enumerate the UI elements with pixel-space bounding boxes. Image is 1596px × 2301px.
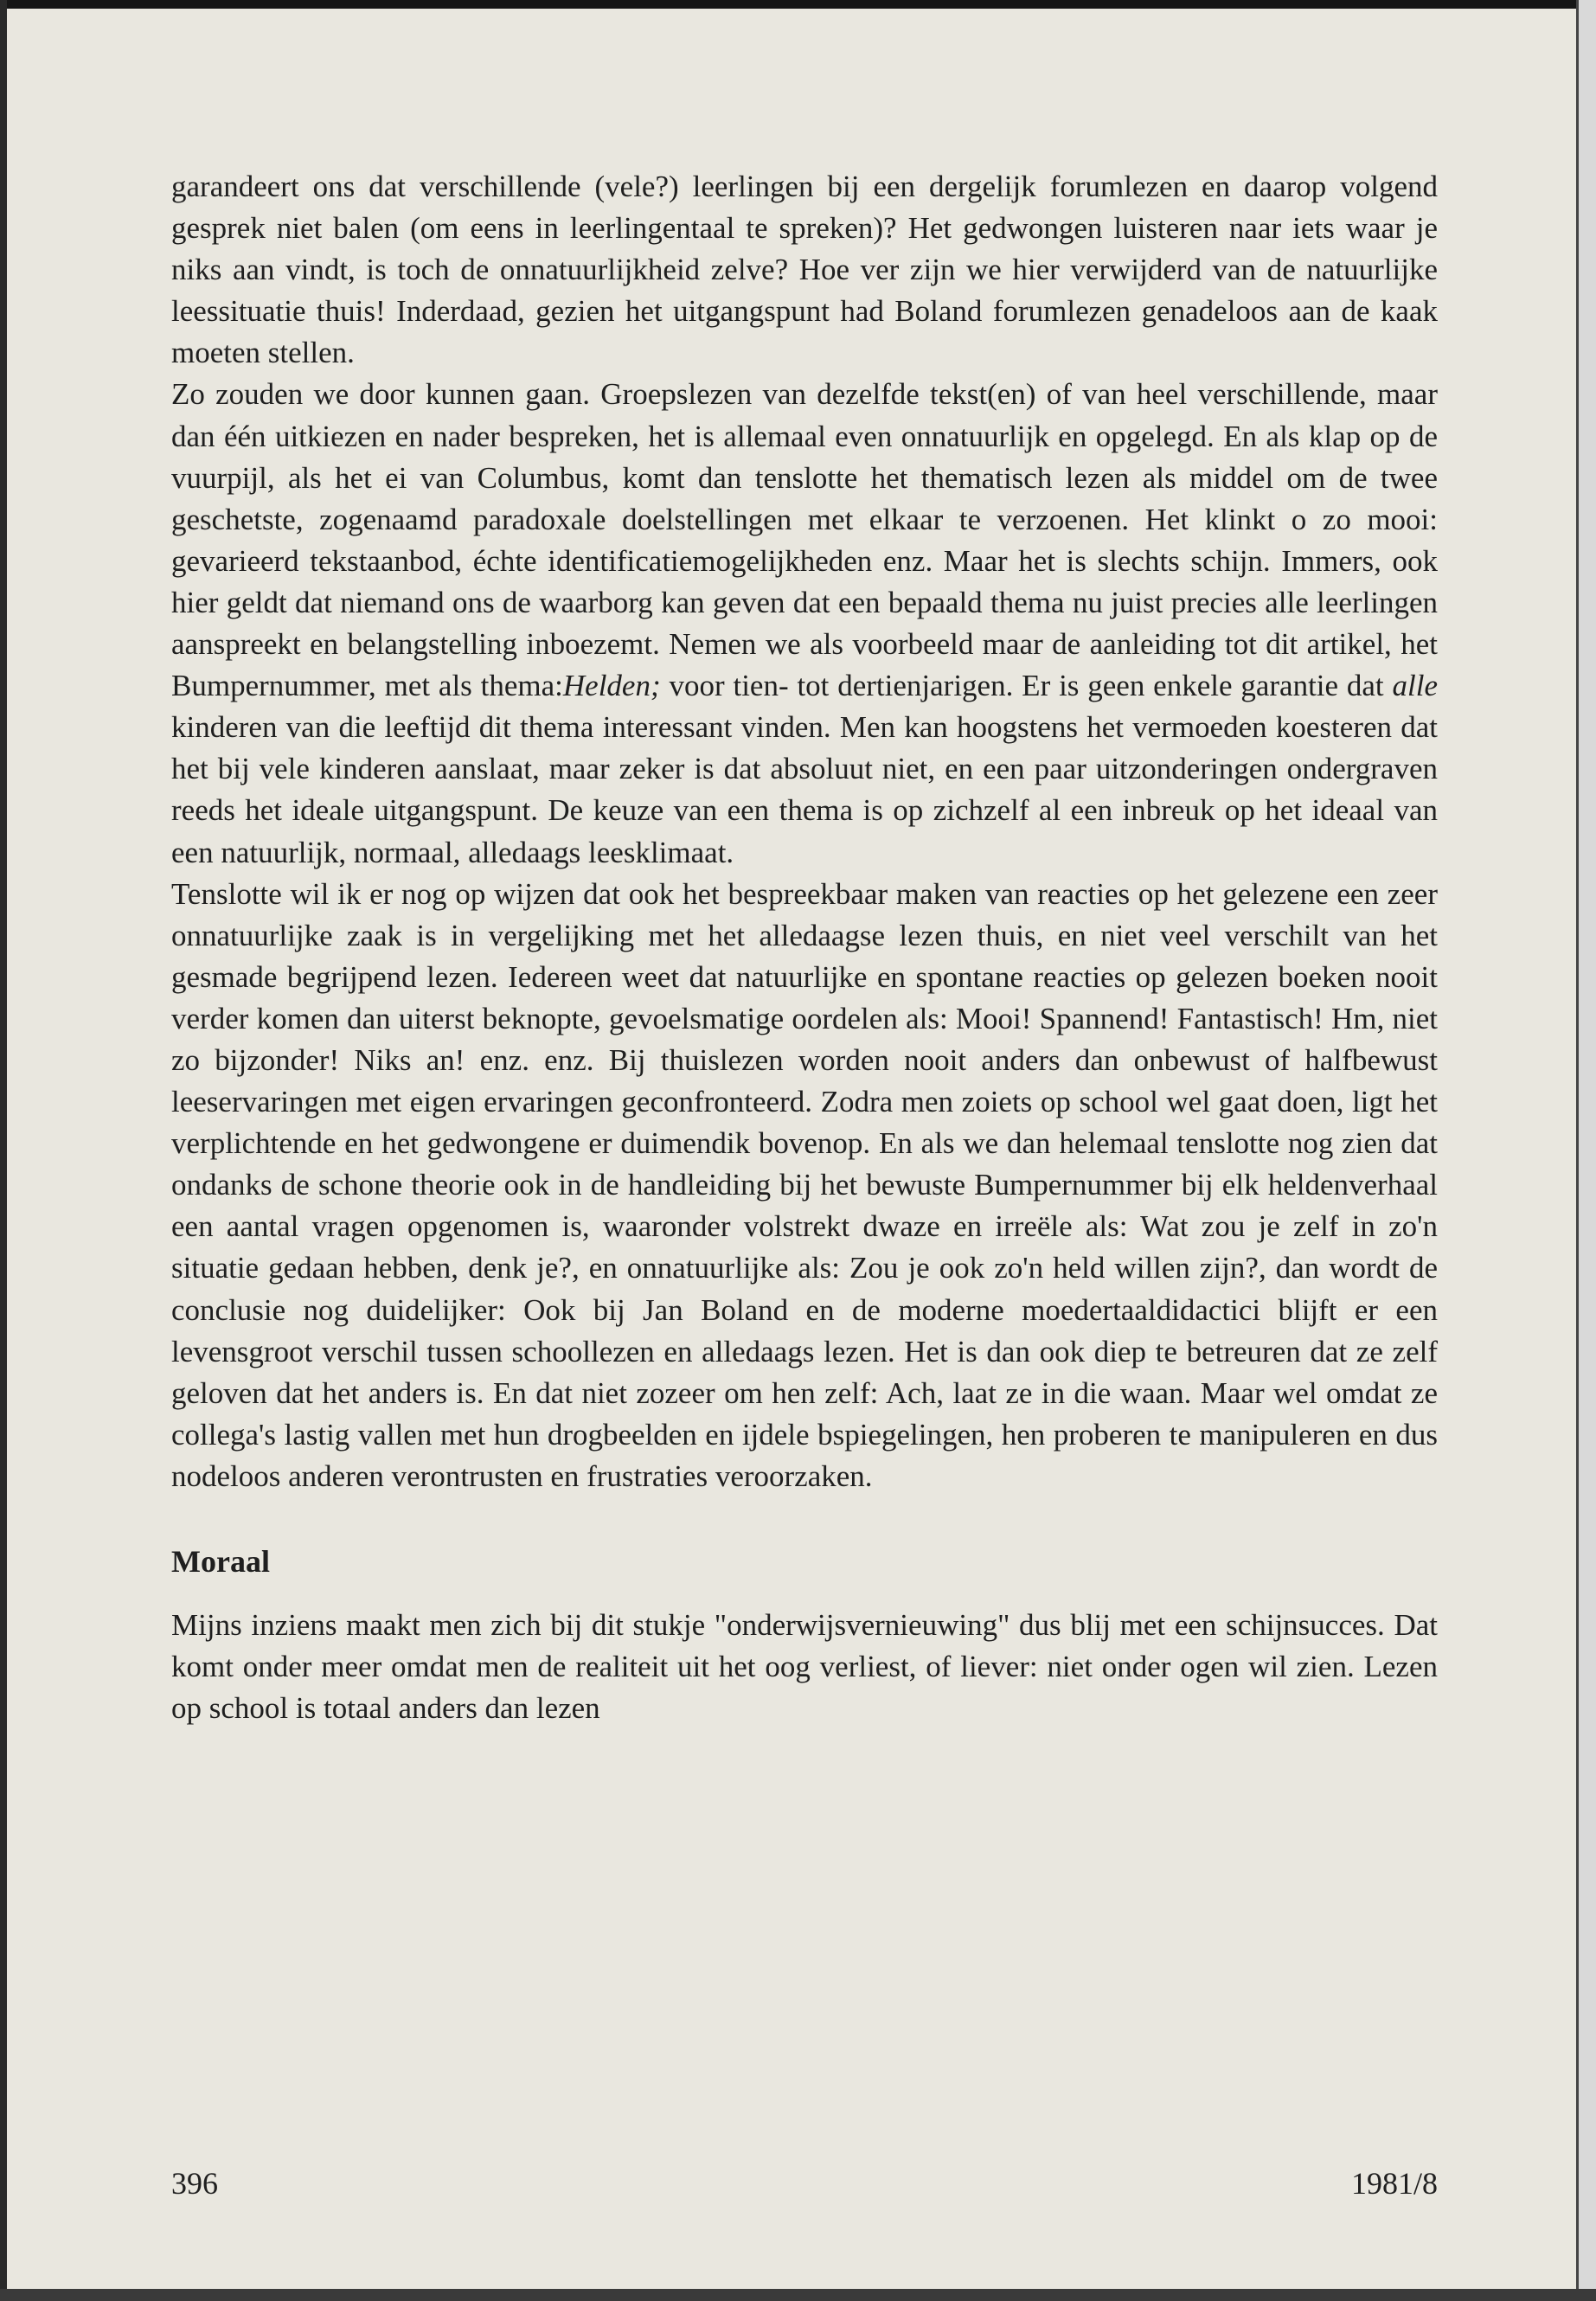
paragraph-2: [171, 374, 1438, 873]
page-body: [171, 166, 1438, 1729]
scan-border-left: [0, 0, 7, 2301]
issue-number: 1981/8: [1350, 2166, 1438, 2201]
paragraph-2-emphasis-helden: Helden;: [562, 669, 661, 703]
scan-border-right: [1576, 0, 1596, 2301]
paragraph-2-text-a: Zo zouden we door kunnen gaan. Groepslezen van dezelfde tekst(en) of van heel verschillende, maar dan één uitkiezen en nader bespreken, het is allemaal even onnatuurlijk en opgelegd. En als klap op de vuurpijl, als het ei van Columbus, komt dan tenslotte het thematisch lezen als middel om de twee geschetste, zogenaamd paradoxale doelstellingen met elkaar te verzoenen. Het klinkt o zo mooi: gevarieerd tekstaanbod, échte identificatiemogelijkheden enz. Maar het is slechts schijn. Immers, ook hier geldt dat niemand ons de waarborg kan geven dat een bepaald thema nu juist precies alle leerlingen aanspreekt en belangstelling inboezemt. Nemen we als voorbeeld maar de aanleiding tot dit artikel, het Bumpernummer, met als thema:: [171, 377, 1438, 703]
scan-border-bottom: [0, 2289, 1596, 2301]
section-heading-moraal: Moraal: [171, 1544, 270, 1579]
paragraph-2-text-b: voor tien- tot dertienjarigen. Er is geen enkele garantie dat: [660, 669, 1393, 703]
paragraph-4: Mijns inziens maakt men zich bij dit stukje "onderwijsvernieuwing" dus blij met een schijnsucces. Dat komt onder meer omdat men de realiteit uit het oog verliest, of liever: niet onder ogen wil zien. Lezen op school is totaal anders dan lezen: [171, 1608, 1438, 1726]
paragraph-1: garandeert ons dat verschillende (vele?) leerlingen bij een dergelijk forumlezen en daarop volgend gesprek niet balen (om eens in leerlingentaal te spreken)? Het gedwongen luisteren naar iets waar je niks aan vindt, is toch de onnatuurlijkheid zelve? Hoe ver zijn we hier verwijderd van de natuurlijke leessituatie thuis! Inderdaad, gezien het uitgangspunt had Boland forumlezen genadeloos aan de kaak moeten stellen.: [171, 170, 1438, 370]
paragraph-2-emphasis-alle: alle: [1392, 669, 1438, 703]
paragraph-2-text-c: kinderen van die leeftijd dit thema interessant vinden. Men kan hoogstens het vermoeden koesteren dat het bij vele kinderen aanslaat, maar zeker is dat absoluut niet, en een paar uitzonderingen ondergraven reeds het ideale uitgangspunt. De keuze van een thema is op zichzelf al een inbreuk op het ideaal van een natuurlijk, normaal, alledaags leesklimaat.: [171, 710, 1438, 869]
scan-border-top: [0, 0, 1596, 9]
page-number: 396: [171, 2166, 218, 2201]
paragraph-3: Tenslotte wil ik er nog op wijzen dat ook het bespreekbaar maken van reacties op het gelezene een zeer onnatuurlijke zaak is in vergelijking met het alledaagse lezen thuis, en niet veel verschilt van het gesmade begrijpend lezen. Iedereen weet dat natuurlijke en spontane reacties op gelezen boeken nooit verder komen dan uiterst beknopte, gevoelsmatige oordelen als: Mooi! Spannend! Fantastisch! Hm, niet zo bijzonder! Niks an! enz. enz. Bij thuislezen worden nooit anders dan onbewust of halfbewust leeservaringen met eigen ervaringen geconfronteerd. Zodra men zoiets op school wel gaat doen, ligt het verplichtende en het gedwongene er duimendik bovenop. En als we dan helemaal tenslotte nog zien dat ondanks de schone theorie ook in de handleiding bij het bewuste Bumpernummer bij elk heldenverhaal een aantal vragen opgenomen is, waaronder volstrekt dwaze en irreële als: Wat zou je zelf in zo'n situatie gedaan hebben, denk je?, en onnatuurlijke als: Zou je ook zo'n held willen zijn?, dan wordt de conclusie nog duidelijker: Ook bij Jan Boland en de moderne moedertaaldidactici blijft er een levensgroot verschil tussen schoollezen en alledaags lezen. Het is dan ook diep te betreuren dat ze zelf geloven dat het anders is. En dat niet zozeer om hen zelf: Ach, laat ze in die waan. Maar wel omdat ze collega's lastig vallen met hun drogbeelden en ijdele bspiegelingen, hen proberen te manipuleren en dus nodeloos anderen verontrusten en frustraties veroorzaken.: [171, 876, 1438, 1493]
